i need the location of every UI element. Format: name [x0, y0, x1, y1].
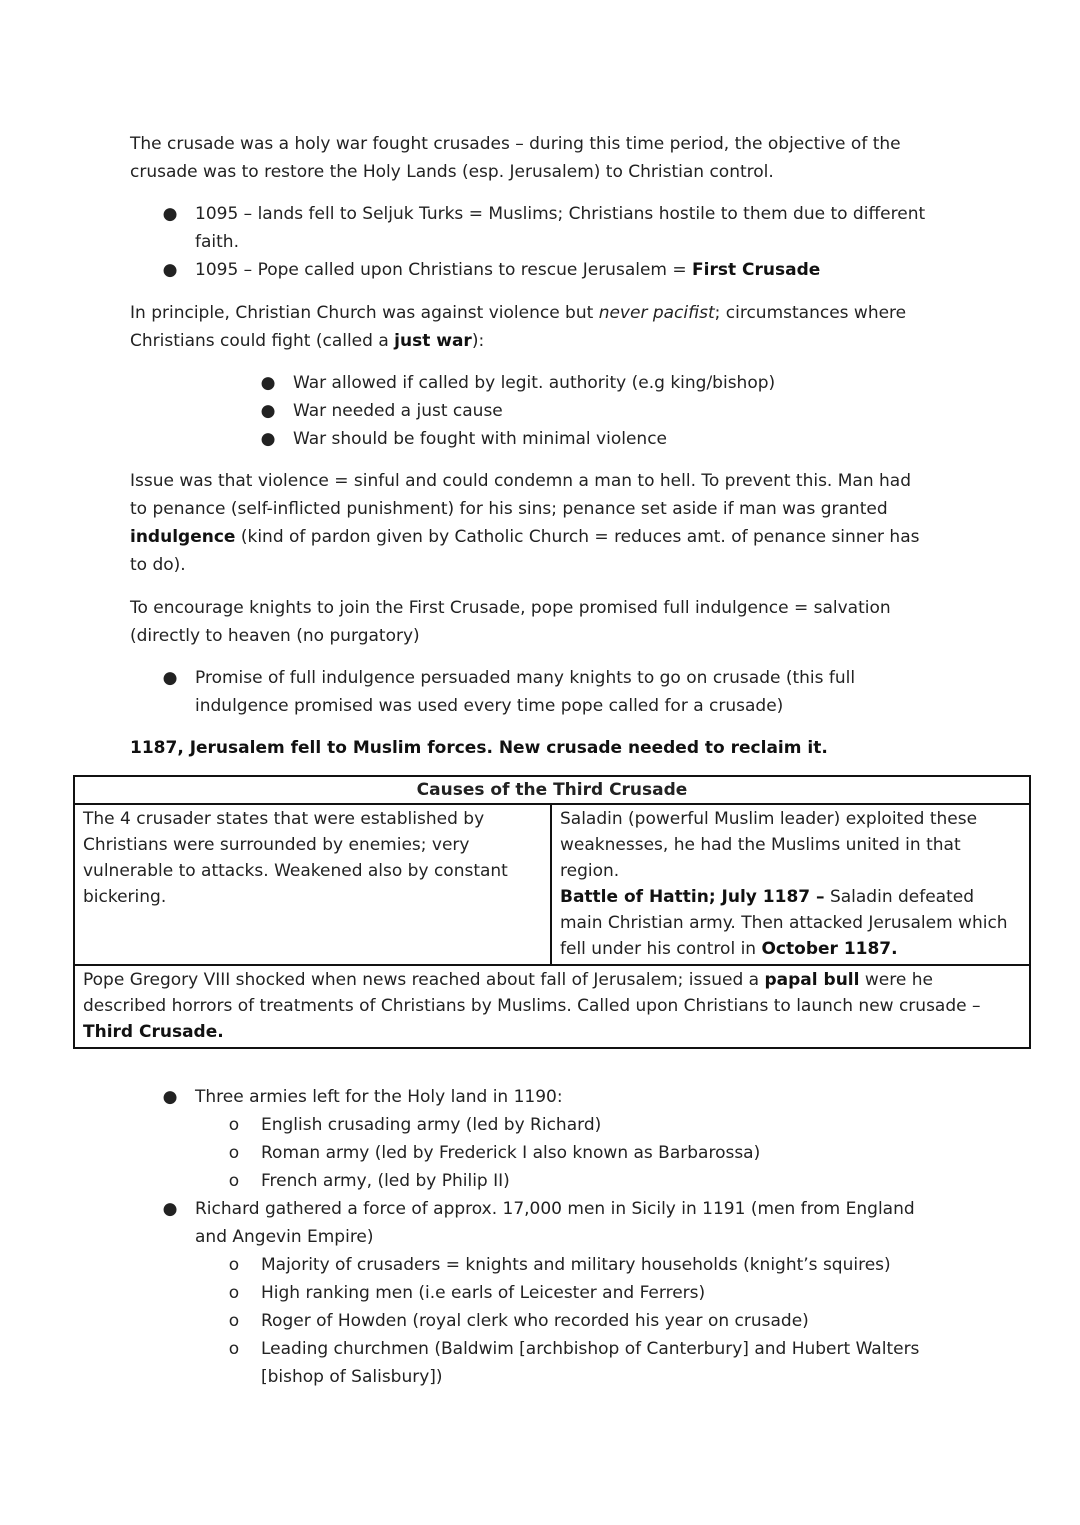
issue-text: to do).: [130, 555, 186, 575]
sub-item-text: English crusading army (led by Richard): [261, 1115, 602, 1135]
sub-item-text: Roger of Howden (royal clerk who recorded his year on crusade): [261, 1311, 809, 1331]
sub-bullet-icon: o: [228, 1339, 240, 1359]
sub-item-text: Roman army (led by Frederick I also known as Barbarossa): [261, 1143, 761, 1163]
bullet-icon: ●: [260, 429, 276, 449]
first-crusade-term: First Crusade: [692, 260, 821, 280]
just-war-bullet: [258, 397, 958, 425]
army-sub-item: [224, 1139, 954, 1167]
indulgence-term: indulgence: [130, 527, 236, 547]
sub-item-text: Majority of crusaders = knights and military households (knight’s squires): [261, 1255, 891, 1275]
principle-text: ; circumstances where: [714, 303, 907, 323]
issue-text: (kind of pardon given by Catholic Church = reduces amt. of penance sinner has: [235, 527, 920, 547]
issue-text: to penance (self-inflicted punishment) for his sins; penance set aside if man was granted: [130, 499, 888, 519]
indulgence-bullet: [160, 664, 960, 720]
richard-bullet: [160, 1195, 960, 1251]
intro-line-1: The crusade was a holy war fought crusades – during this time period, the objective of the: [130, 134, 901, 154]
bullet-text: War needed a just cause: [293, 401, 503, 421]
bullet-text: and Angevin Empire): [195, 1227, 374, 1247]
bullet-text: War should be fought with minimal violence: [293, 429, 668, 449]
sub-bullet-icon: o: [228, 1143, 240, 1163]
sub-item-text: French army, (led by Philip II): [261, 1171, 510, 1191]
sub-item-text: [bishop of Salisbury]): [261, 1367, 443, 1387]
causes-table: [73, 775, 1031, 1049]
bullet-text: Richard gathered a force of approx. 17,000 men in Sicily in 1191 (men from England: [195, 1199, 915, 1219]
papal-bull-text: were he described horrors of treatments of Christians by Muslims. Called upon Christians to launch new crusade –: [83, 970, 981, 1016]
bullet-icon: ●: [162, 1087, 178, 1107]
bullet-text: indulgence promised was used every time pope called for a crusade): [195, 696, 784, 716]
bullet-icon: ●: [162, 204, 178, 224]
issue-paragraph: [130, 467, 960, 579]
bullet-icon: ●: [162, 1199, 178, 1219]
third-crusade-term: Third Crusade.: [83, 1022, 224, 1042]
sub-item-text: High ranking men (i.e earls of Leicester and Ferrers): [261, 1283, 706, 1303]
sub-bullet-icon: o: [228, 1115, 240, 1135]
richard-sub-item: [224, 1251, 954, 1279]
sub-bullet-icon: o: [228, 1255, 240, 1275]
causes-crusader-states-cell: The 4 crusader states that were established by Christians were surrounded by enemies; very vulnerable to attacks. Weakened also by constant bickering.: [74, 804, 551, 965]
richard-sub-item: [224, 1279, 954, 1307]
just-war-bullet: [258, 425, 958, 453]
bullet-text: faith.: [195, 232, 239, 252]
just-war-term: just war: [394, 331, 472, 351]
principle-paragraph: [130, 299, 960, 355]
battle-of-hattin-term: Battle of Hattin; July 1187 –: [560, 887, 825, 907]
bullet-icon: ●: [162, 260, 178, 280]
bullet-lands-fell: [160, 200, 960, 256]
army-sub-item: [224, 1167, 954, 1195]
armies-bullet: [160, 1083, 960, 1111]
bullet-text: 1095 – Pope called upon Christians to rescue Jerusalem =: [195, 260, 693, 280]
bullet-icon: ●: [260, 373, 276, 393]
sub-bullet-icon: o: [228, 1283, 240, 1303]
army-sub-item: [224, 1111, 954, 1139]
encourage-text: (directly to heaven (no purgatory): [130, 626, 420, 646]
sub-bullet-icon: o: [228, 1311, 240, 1331]
intro-paragraph: [130, 130, 960, 186]
bullet-icon: ●: [260, 401, 276, 421]
saladin-text: Saladin defeated main Christian army. Then attacked Jerusalem which fell under his control in: [560, 887, 1008, 959]
causes-papal-bull-cell: [74, 965, 1030, 1048]
saladin-text: Saladin (powerful Muslim leader) exploited these weaknesses, he had the Muslims united in that region.: [560, 809, 978, 881]
just-war-bullet: [258, 369, 958, 397]
richard-sub-item: [224, 1335, 954, 1391]
encourage-text: To encourage knights to join the First Crusade, pope promised full indulgence = salvation: [130, 598, 891, 618]
bullet-text: War allowed if called by legit. authority (e.g king/bishop): [293, 373, 776, 393]
principle-text: Christians could fight (called a: [130, 331, 395, 351]
bullet-icon: ●: [162, 668, 178, 688]
bullet-text: 1095 – lands fell to Seljuk Turks = Muslims; Christians hostile to them due to different: [195, 204, 926, 224]
sub-item-text: Leading churchmen (Baldwim [archbishop of Canterbury] and Hubert Walters: [261, 1339, 920, 1359]
never-pacifist-term: never pacifist: [598, 303, 715, 323]
encourage-paragraph: [130, 594, 960, 650]
bullet-text: Three armies left for the Holy land in 1190:: [195, 1087, 563, 1107]
sub-bullet-icon: o: [228, 1171, 240, 1191]
causes-saladin-cell: [551, 804, 1030, 965]
bullet-text: Promise of full indulgence persuaded many knights to go on crusade (this full: [195, 668, 856, 688]
jerusalem-fall-heading: 1187, Jerusalem fell to Muslim forces. New crusade needed to reclaim it.: [130, 738, 828, 758]
principle-text: In principle, Christian Church was against violence but: [130, 303, 599, 323]
causes-table-title: Causes of the Third Crusade: [74, 776, 1030, 804]
papal-bull-text: Pope Gregory VIII shocked when news reached about fall of Jerusalem; issued a: [83, 970, 765, 990]
richard-sub-item: [224, 1307, 954, 1335]
issue-text: Issue was that violence = sinful and could condemn a man to hell. To prevent this. Man had: [130, 471, 911, 491]
principle-text: ):: [471, 331, 485, 351]
october-1187-term: October 1187.: [761, 939, 898, 959]
intro-line-2: crusade was to restore the Holy Lands (esp. Jerusalem) to Christian control.: [130, 162, 774, 182]
bullet-pope-called: [160, 256, 960, 284]
papal-bull-term: papal bull: [764, 970, 860, 990]
